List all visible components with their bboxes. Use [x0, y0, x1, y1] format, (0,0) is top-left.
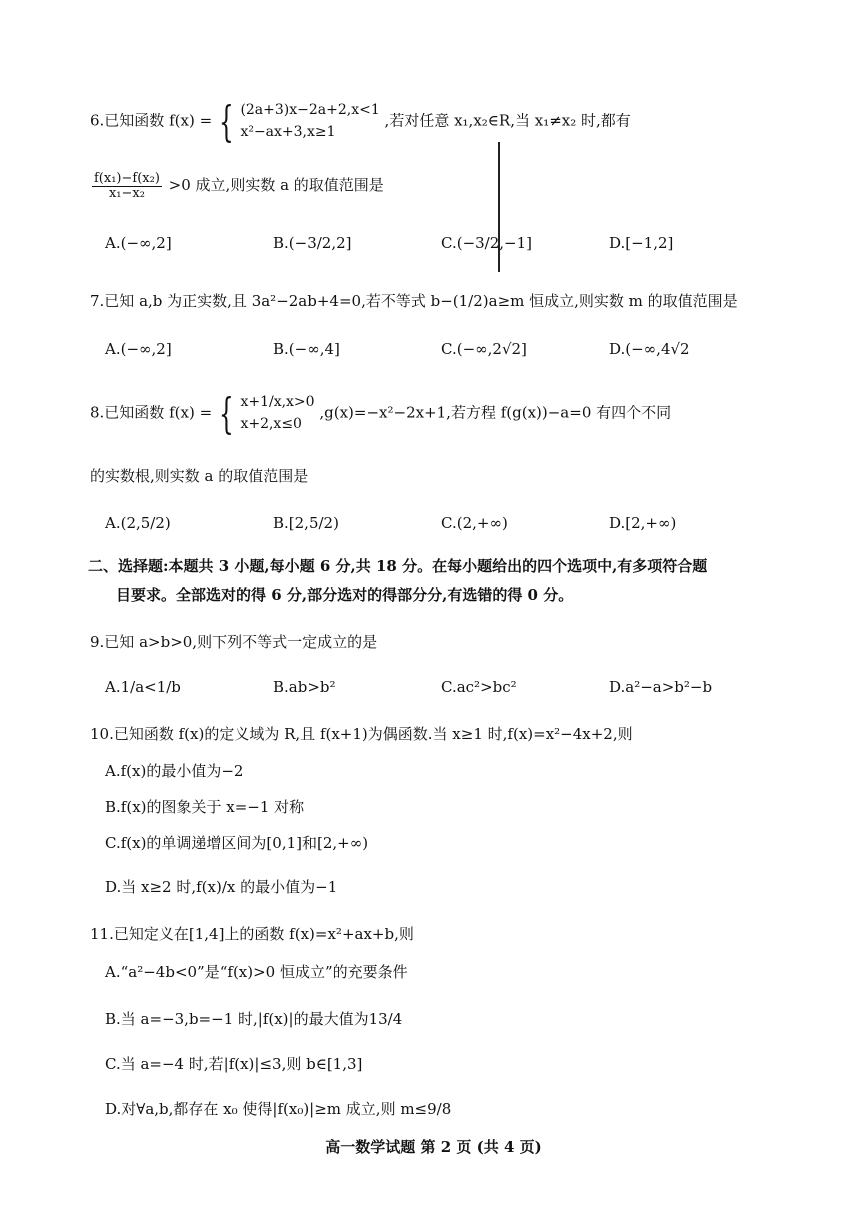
q6-option-d: D.[−1,2]	[609, 234, 674, 252]
q7-options	[105, 340, 835, 358]
q10-option-c: C.f(x)的单调递增区间为[0,1]和[2,+∞)	[105, 834, 369, 852]
q8-lead: 8.已知函数 f(x) =	[90, 403, 213, 422]
q9-option-a: A.1/a<1/b	[105, 678, 181, 696]
question-11: 11.已知定义在[1,4]上的函数 f(x)=x²+ax+b,则	[90, 925, 414, 943]
q7-option-c: C.(−∞,2√2]	[441, 340, 527, 358]
q6-fraction	[92, 172, 162, 200]
q8-piece-1: x+1/x,x>0	[240, 394, 315, 410]
q10-option-d: D.当 x≥2 时,f(x)/x 的最小值为−1	[105, 878, 338, 896]
q6-piece-1: (2a+3)x−2a+2,x<1	[240, 102, 380, 118]
section-2-line-1: 二、选择题:本题共 3 小题,每小题 6 分,共 18 分。在每小题给出的四个选项中,有多项符合题	[88, 557, 708, 575]
question-6-line2	[90, 172, 827, 200]
q8-options	[105, 514, 835, 532]
question-10: 10.已知函数 f(x)的定义域为 R,且 f(x+1)为偶函数.当 x≥1 时,f(x)=x²−4x+2,则	[90, 725, 633, 743]
q6-frac-den: x₁−x₂	[108, 185, 145, 201]
q8-brace: {	[218, 388, 234, 438]
q6-brace: {	[218, 96, 234, 146]
q11-option-a: A.“a²−4b<0”是“f(x)>0 恒成立”的充要条件	[105, 963, 408, 981]
q7-option-d: D.(−∞,4√2	[609, 340, 690, 358]
q8-tail: ,g(x)=−x²−2x+1,若方程 f(g(x))−a=0 有四个不同	[319, 403, 672, 422]
q8-line2: 的实数根,则实数 a 的取值范围是	[90, 467, 309, 485]
q8-option-d: D.[2,+∞)	[609, 514, 677, 532]
q6-option-b: B.(−3/2,2]	[273, 234, 352, 252]
scan-mark	[498, 142, 500, 272]
q6-piecewise	[240, 100, 379, 143]
q6-frac-num: f(x₁)−f(x₂)	[94, 171, 160, 186]
q6-lead: 6.已知函数 f(x) =	[90, 111, 213, 130]
q6-options	[105, 234, 835, 252]
q6-option-c: C.(−3/2,−1]	[441, 234, 533, 252]
q8-option-c: C.(2,+∞)	[441, 514, 508, 532]
q9-option-c: C.ac²>bc²	[441, 678, 517, 696]
q7-option-a: A.(−∞,2]	[105, 340, 172, 358]
q10-option-b: B.f(x)的图象关于 x=−1 对称	[105, 798, 305, 816]
question-8	[90, 388, 827, 438]
q8-option-b: B.[2,5/2)	[273, 514, 339, 532]
q8-piecewise	[240, 392, 314, 435]
q6-line2: >0 成立,则实数 a 的取值范围是	[168, 176, 384, 195]
q10-option-a: A.f(x)的最小值为−2	[105, 762, 244, 780]
q11-option-c: C.当 a=−4 时,若|f(x)|≤3,则 b∈[1,3]	[105, 1055, 363, 1073]
q6-option-a: A.(−∞,2]	[105, 234, 172, 252]
q9-option-b: B.ab>b²	[273, 678, 336, 696]
q9-option-d: D.a²−a>b²−b	[609, 678, 713, 696]
page-footer: 高一数学试题 第 2 页 (共 4 页)	[325, 1138, 542, 1156]
section-2-line-2: 目要求。全部选对的得 6 分,部分选对的得部分分,有选错的得 0 分。	[116, 586, 574, 605]
q6-piece-2: x²−ax+3,x≥1	[240, 123, 336, 140]
q11-option-b: B.当 a=−3,b=−1 时,|f(x)|的最大值为13/4	[105, 1010, 403, 1028]
q8-option-a: A.(2,5/2)	[105, 514, 171, 532]
question-6	[90, 96, 827, 146]
section-2-heading	[88, 552, 831, 611]
question-9: 9.已知 a>b>0,则下列不等式一定成立的是	[90, 633, 378, 651]
q11-option-d: D.对∀a,b,都存在 x₀ 使得|f(x₀)|≥m 成立,则 m≤9/8	[105, 1100, 452, 1118]
q6-tail: ,若对任意 x₁,x₂∈R,当 x₁≠x₂ 时,都有	[384, 111, 631, 130]
q7-option-b: B.(−∞,4]	[273, 340, 340, 358]
q9-options	[105, 678, 835, 696]
q8-piece-2: x+2,x≤0	[240, 415, 302, 432]
question-7: 7.已知 a,b 为正实数,且 3a²−2ab+4=0,若不等式 b−(1/2)a≥m 恒成立,则实数 m 的取值范围是	[90, 292, 738, 310]
